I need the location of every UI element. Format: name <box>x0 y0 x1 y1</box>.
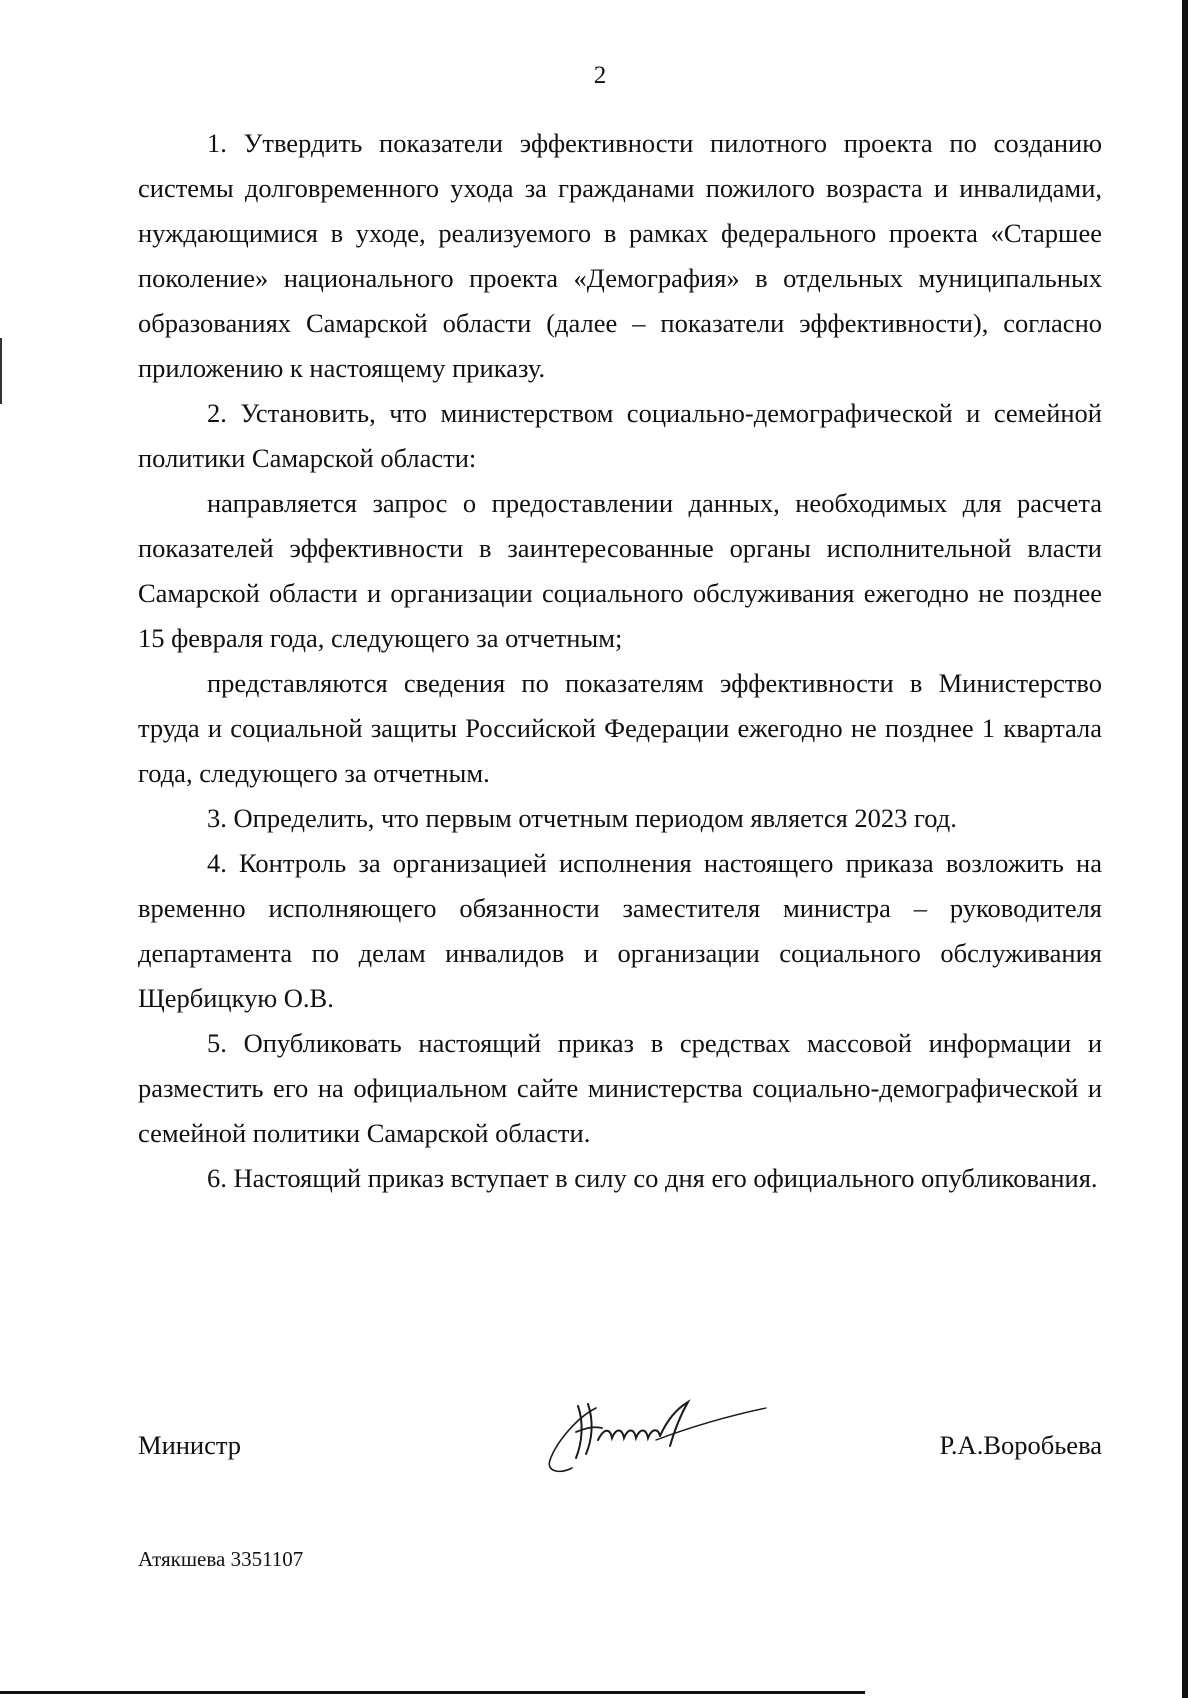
signature-block <box>138 1388 1102 1508</box>
scan-bottom-line <box>0 1691 865 1694</box>
paragraph-1: 1. Утвердить показатели эффективности пилотного проекта по созданию системы долговременного ухода за гражданами пожилого возраста и инвалидами, нуждающимися в уходе, реализуемого в рамках федерального проекта «Старшее поколение» национального проекта «Демография» в отдельных муниципальных образованиях Самарской области (далее – показатели эффективности), согласно приложению к настоящему приказу. <box>138 128 1102 383</box>
paragraph-3: направляется запрос о предоставлении данных, необходимых для расчета показателей эффективности в заинтересованные органы исполнительной власти Самарской области и организации социального обслуживания ежегодно не позднее 15 февраля года, следующего за отчетным; <box>138 488 1102 653</box>
executor-contact: Атякшева 3351107 <box>138 1547 304 1571</box>
handwritten-signature <box>538 1388 768 1478</box>
scan-edge-mark <box>0 338 2 404</box>
page-number: 2 <box>593 62 607 89</box>
paragraph-6: 4. Контроль за организацией исполнения настоящего приказа возложить на временно исполняющего обязанности заместителя министра – руководителя департамента по делам инвалидов и организации социального обслуживания Щербицкую О.В. <box>138 848 1102 1013</box>
document-body <box>138 121 1102 1201</box>
paragraph-7: 5. Опубликовать настоящий приказ в средствах массовой информации и разместить его на официальном сайте министерства социально-демографической и семейной политики Самарской области. <box>138 1028 1102 1148</box>
scan-right-border <box>1182 0 1188 1698</box>
signatory-name: Р.А.Воробьева <box>939 1430 1102 1460</box>
paragraph-4: представляются сведения по показателям эффективности в Министерство труда и социальной защиты Российской Федерации ежегодно не позднее 1 квартала года, следующего за отчетным. <box>138 668 1102 788</box>
signatory-role: Министр <box>138 1430 242 1460</box>
paragraph-5: 3. Определить, что первым отчетным периодом является 2023 год. <box>207 803 957 833</box>
paragraph-8: 6. Настоящий приказ вступает в силу со дня его официального опубликования. <box>207 1163 1098 1193</box>
paragraph-2: 2. Установить, что министерством социально-демографической и семейной политики Самарской области: <box>138 398 1102 473</box>
